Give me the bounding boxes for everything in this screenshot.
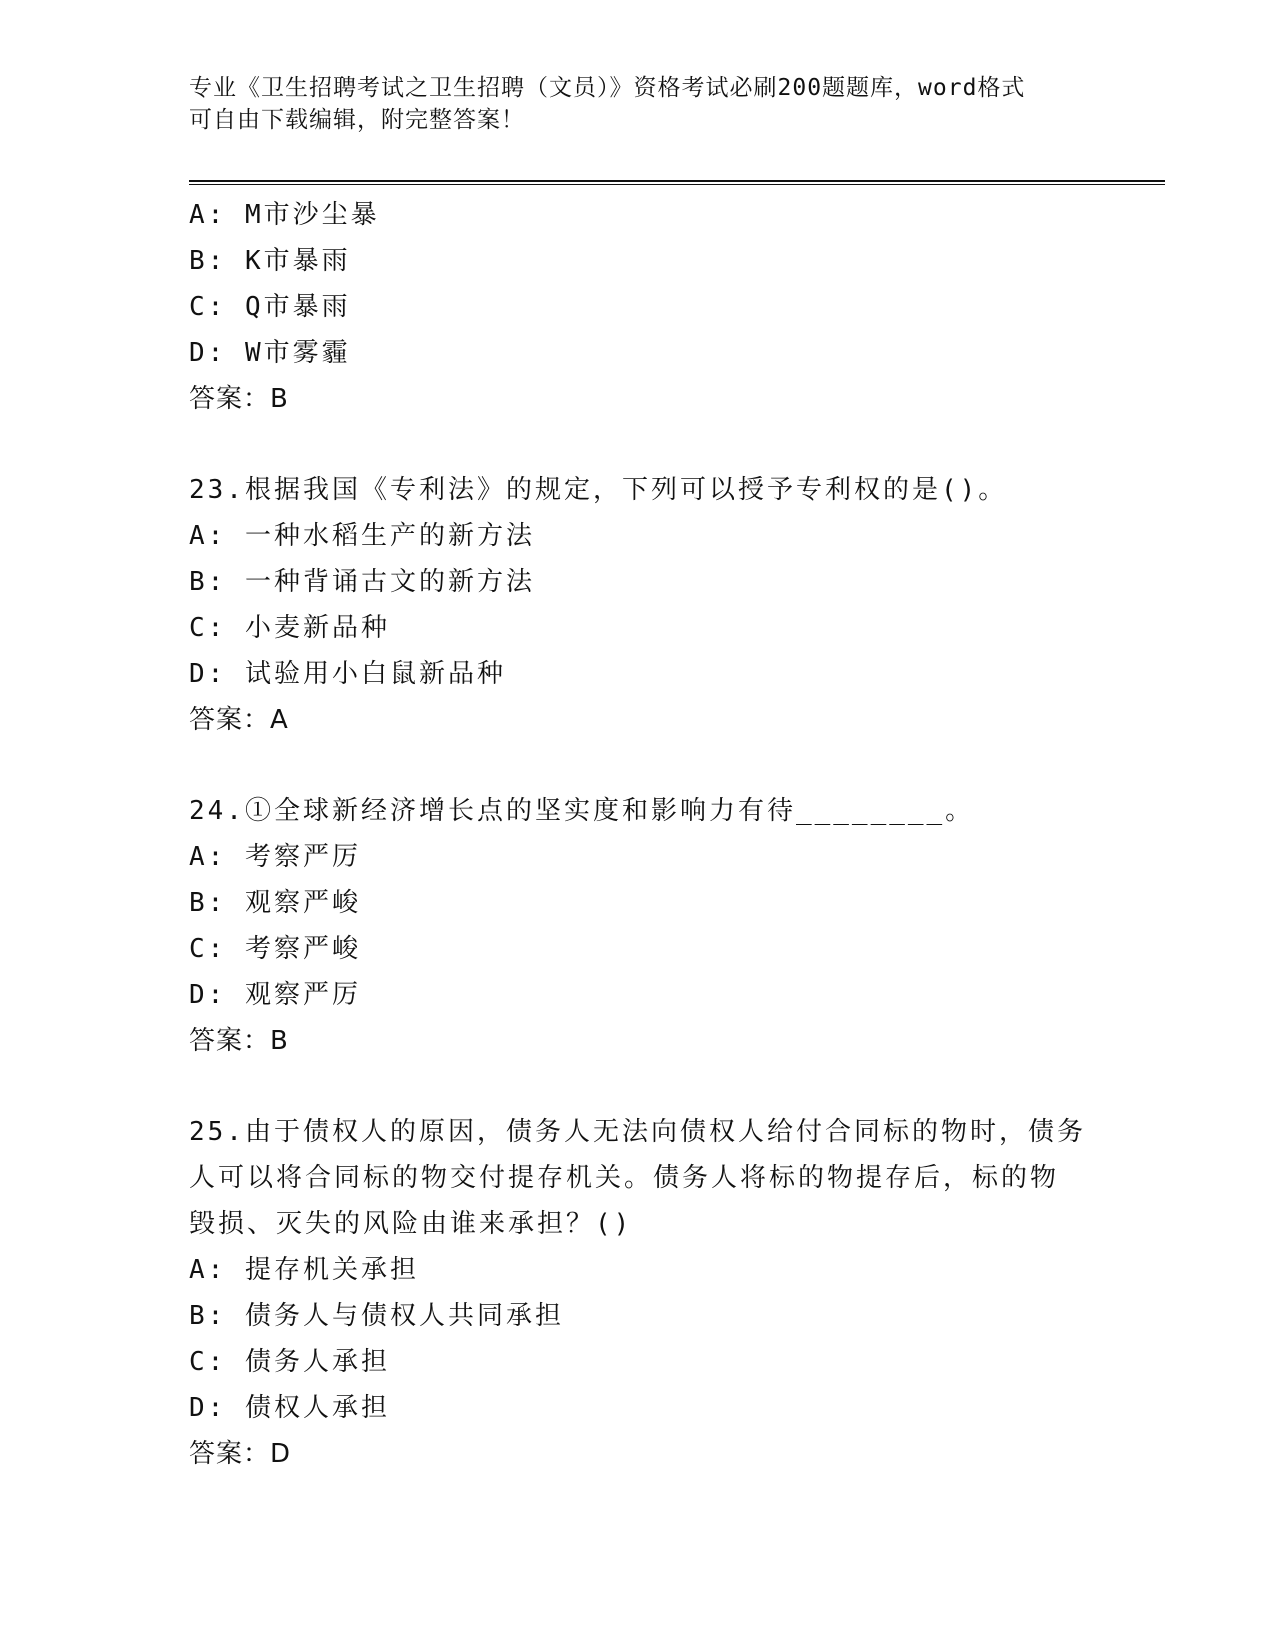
question-24 — [189, 788, 1089, 1064]
option-d: D: 债权人承担 — [189, 1393, 390, 1423]
option-a: A: 考察严厉 — [189, 842, 361, 872]
option-b: B: K市暴雨 — [189, 246, 351, 276]
question-list — [189, 192, 1089, 1477]
option-a: A: M市沙尘暴 — [189, 200, 380, 230]
header-divider — [189, 180, 1165, 185]
option-c: C: Q市暴雨 — [189, 292, 351, 322]
answer: 答案：B — [189, 1026, 289, 1056]
option-b: B: 观察严峻 — [189, 888, 361, 918]
option-d: D: W市雾霾 — [189, 338, 351, 368]
option-a: A: 一种水稻生产的新方法 — [189, 521, 535, 551]
option-d: D: 观察严厉 — [189, 980, 361, 1010]
answer: 答案：A — [189, 705, 289, 735]
question-stem-line-2: 人可以将合同标的物交付提存机关。债务人将标的物提存后，标的物 — [189, 1163, 1060, 1193]
option-b: B: 一种背诵古文的新方法 — [189, 567, 535, 597]
question-25 — [189, 1109, 1089, 1477]
question-stem-line-1: 25.由于债权人的原因，债务人无法向债权人给付合同标的物时，债务 — [189, 1117, 1086, 1147]
question-stem: 23.根据我国《专利法》的规定，下列可以授予专利权的是()。 — [189, 475, 1008, 505]
option-d: D: 试验用小白鼠新品种 — [189, 659, 506, 689]
option-a: A: 提存机关承担 — [189, 1255, 419, 1285]
option-c: C: 考察严峻 — [189, 934, 361, 964]
option-c: C: 小麦新品种 — [189, 613, 390, 643]
header-title-line-2: 可自由下载编辑，附完整答案！ — [189, 107, 525, 133]
question-stem: 24.①全球新经济增长点的坚实度和影响力有待________。 — [189, 796, 975, 826]
answer: 答案：D — [189, 1439, 292, 1469]
option-b: B: 债务人与债权人共同承担 — [189, 1301, 564, 1331]
question-23 — [189, 467, 1089, 743]
header-title-line-1: 专业《卫生招聘考试之卫生招聘（文员）》资格考试必刷200题题库，word格式 — [189, 75, 1026, 101]
answer: 答案：B — [189, 384, 289, 414]
option-c: C: 债务人承担 — [189, 1347, 390, 1377]
page-header — [189, 72, 1089, 136]
question-stem-line-3: 毁损、灭失的风险由谁来承担？() — [189, 1209, 633, 1239]
question-22 — [189, 192, 1089, 422]
